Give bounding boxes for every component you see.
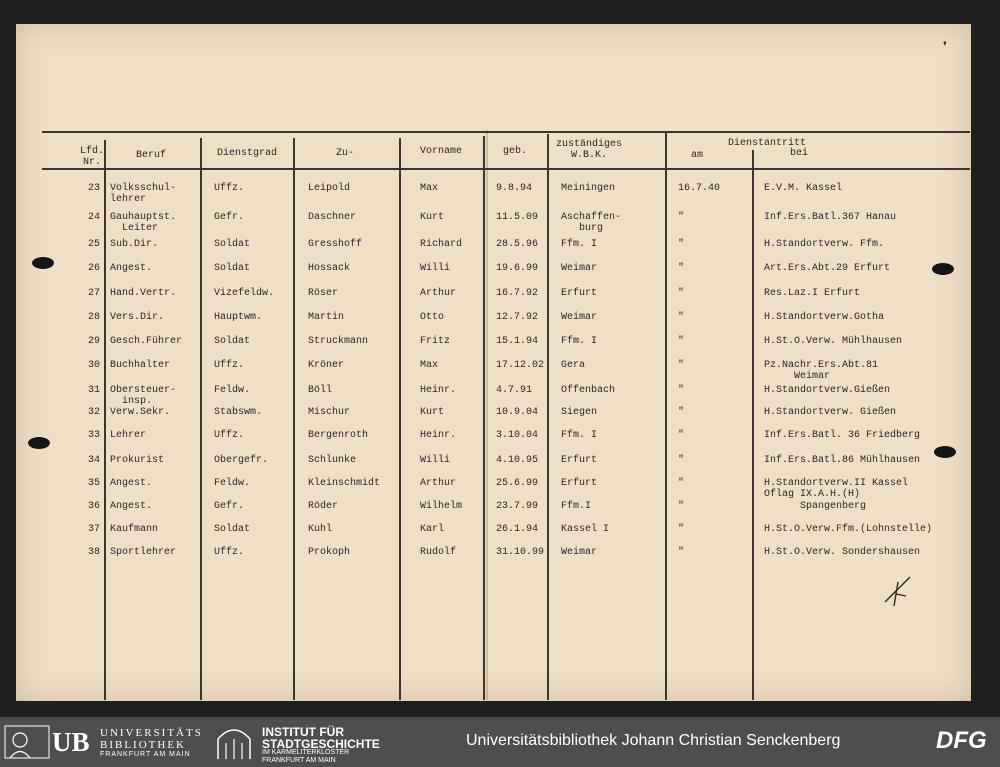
cell-am: " (678, 263, 685, 274)
cell-nr: 29 (87, 336, 100, 347)
header-wbk: zuständiges W.B.K. (555, 139, 622, 161)
cell-am: " (678, 288, 685, 299)
cell-name: Kröner (308, 360, 345, 371)
cell-beruf: Angest. (110, 478, 153, 489)
cell-name: Gresshoff (308, 239, 363, 250)
isg-line-3: IM KARMELITERKLOSTER (262, 749, 350, 756)
cell-geb: 9.8.94 (496, 183, 533, 194)
ub-logo-block (4, 725, 204, 761)
column-divider (293, 138, 295, 700)
cell-geb: 16.7.92 (496, 288, 539, 299)
cell-nr: 34 (87, 455, 100, 466)
cell-beruf: Angest. (110, 501, 153, 512)
cell-vorname: Heinr. (420, 430, 457, 441)
punch-hole (932, 263, 954, 275)
cell-bei: Res.Laz.I Erfurt (764, 288, 861, 299)
cell-am: " (678, 478, 685, 489)
cell-geb: 4.7.91 (496, 385, 533, 396)
cell-grad: Uffz. (214, 360, 245, 371)
cell-nr: 27 (87, 288, 100, 299)
cell-grad: Feldw. (214, 385, 251, 396)
cell-wbk: Ffm. I (561, 239, 598, 250)
header-am: am (690, 150, 703, 161)
cell-nr: 31 (87, 385, 100, 396)
cell-am: " (678, 239, 685, 250)
ub-portrait-icon (4, 725, 50, 759)
cell-name: Prokoph (308, 547, 351, 558)
cell-grad: Soldat (214, 263, 251, 274)
punch-hole (28, 437, 50, 449)
cell-vorname: Wilhelm (420, 501, 463, 512)
cell-beruf: Angest. (110, 263, 153, 274)
cell-nr: 33 (87, 430, 100, 441)
cell-grad: Feldw. (214, 478, 251, 489)
cell-bei: E.V.M. Kassel (764, 183, 843, 194)
cell-wbk: Ffm. I (561, 430, 598, 441)
cell-vorname: Otto (420, 312, 445, 323)
cell-am: " (678, 455, 685, 466)
cell-geb: 19.6.99 (496, 263, 539, 274)
cell-beruf: Sportlehrer (110, 547, 177, 558)
isg-line-4: FRANKFURT AM MAIN (262, 757, 336, 764)
cell-wbk: Kassel I (561, 524, 610, 535)
cell-wbk: Erfurt (561, 455, 598, 466)
punch-hole (934, 446, 956, 458)
cell-vorname: Richard (420, 239, 463, 250)
cell-grad: Uffz. (214, 547, 245, 558)
cell-name: Kuhl (308, 524, 333, 535)
cell-grad: Uffz. (214, 430, 245, 441)
ub-line-3: FRANKFURT AM MAIN (100, 751, 191, 758)
cell-wbk: Siegen (561, 407, 598, 418)
header-geb: geb. (502, 146, 527, 157)
cell-vorname: Max (420, 183, 439, 194)
cell-geb: 12.7.92 (496, 312, 539, 323)
cell-wbk: Meiningen (561, 183, 616, 194)
cell-wbk: Ffm.I (561, 501, 592, 512)
cell-grad: Uffz. (214, 183, 245, 194)
cell-name: Kleinschmidt (308, 478, 381, 489)
cell-bei: H.Standortverw.Gotha (764, 312, 885, 323)
cell-geb: 3.10.04 (496, 430, 539, 441)
cell-wbk: Offenbach (561, 385, 616, 396)
cell-bei: Inf.Ers.Batl.86 Mühlhausen (764, 455, 921, 466)
cell-bei: H.Standortverw.Gießen (764, 385, 891, 396)
cell-am: " (678, 547, 685, 558)
cell-vorname: Rudolf (420, 547, 457, 558)
ub-logo-letters: UB (52, 727, 90, 757)
column-divider (483, 136, 485, 700)
cell-vorname: Arthur (420, 288, 457, 299)
cell-name: Mischur (308, 407, 351, 418)
table-top-rule (42, 131, 970, 133)
cell-nr: 24 (87, 212, 100, 223)
cell-grad: Hauptwm. (214, 312, 263, 323)
cell-name: Hossack (308, 263, 351, 274)
cell-name: Martin (308, 312, 345, 323)
cell-bei: Inf.Ers.Batl.367 Hanau (764, 212, 897, 223)
cell-geb: 17.12.02 (496, 360, 545, 371)
column-divider (665, 132, 667, 700)
ub-line-1: UNIVERSITÄTS (100, 727, 203, 739)
cell-geb: 26.1.94 (496, 524, 539, 535)
header-bei: bei (789, 148, 808, 159)
cell-bei: Art.Ers.Abt.29 Erfurt (764, 263, 891, 274)
cell-bei: H.Standortverw. Ffm. (764, 239, 885, 250)
cell-name: Röder (308, 501, 339, 512)
cell-vorname: Max (420, 360, 439, 371)
cell-nr: 38 (87, 547, 100, 558)
cell-beruf: Sub.Dir. (110, 239, 159, 250)
cell-vorname: Fritz (420, 336, 451, 347)
cell-grad: Obergefr. (214, 455, 269, 466)
cell-beruf: Buchhalter (110, 360, 171, 371)
cell-beruf: Obersteuer- insp. (110, 385, 177, 407)
cell-am: " (678, 407, 685, 418)
cell-grad: Soldat (214, 524, 251, 535)
cell-vorname: Karl (420, 524, 445, 535)
cell-am: " (678, 430, 685, 441)
cell-geb: 15.1.94 (496, 336, 539, 347)
cell-grad: Gefr. (214, 501, 245, 512)
header-dienstantritt: Dienstantritt (727, 138, 806, 149)
isg-line-2: STADTGESCHICHTE (262, 737, 380, 751)
ub-line-2: BIBLIOTHEK (100, 739, 186, 751)
cell-grad: Stabswm. (214, 407, 263, 418)
cell-nr: 35 (87, 478, 100, 489)
cell-am: " (678, 212, 685, 223)
cell-bei: H.Standortverw.II Kassel Oflag IX.A.H.(H) (764, 478, 909, 500)
cell-bei: Inf.Ers.Batl. 36 Friedberg (764, 430, 921, 441)
cell-geb: 31.10.99 (496, 547, 545, 558)
cell-bei: H.St.O.Verw. Sondershausen (764, 547, 921, 558)
cell-am: " (678, 360, 685, 371)
cell-am: " (678, 385, 685, 396)
cell-geb: 11.5.09 (496, 212, 539, 223)
cell-name: Röser (308, 288, 339, 299)
header-bottom-rule (42, 168, 970, 170)
corner-ink-mark: ❜ (940, 40, 950, 58)
column-divider (547, 134, 549, 700)
cell-grad: Soldat (214, 239, 251, 250)
cell-wbk: Ffm. I (561, 336, 598, 347)
cell-vorname: Willi (420, 263, 451, 274)
cell-nr: 25 (87, 239, 100, 250)
cell-name: Leipold (308, 183, 351, 194)
cell-beruf: Prokurist (110, 455, 165, 466)
cell-name: Struckmann (308, 336, 369, 347)
footer-center-text: Universitätsbibliothek Johann Christian Senckenberg (466, 732, 841, 749)
cell-geb: 28.5.96 (496, 239, 539, 250)
cell-beruf: Hand.Vertr. (110, 288, 177, 299)
cell-grad: Soldat (214, 336, 251, 347)
handwritten-signature-mark (880, 572, 920, 612)
cell-wbk: Weimar (561, 547, 598, 558)
header-lfd: Lfd. Nr. (80, 146, 105, 168)
cell-geb: 4.10.95 (496, 455, 539, 466)
isg-arch-icon (214, 725, 254, 759)
cell-nr: 30 (87, 360, 100, 371)
cell-wbk: Erfurt (561, 478, 598, 489)
cell-beruf: Verw.Sekr. (110, 407, 171, 418)
cell-nr: 23 (87, 183, 100, 194)
footer-bar (0, 717, 1000, 767)
cell-vorname: Arthur (420, 478, 457, 489)
cell-beruf: Gesch.Führer (110, 336, 183, 347)
cell-wbk: Weimar (561, 312, 598, 323)
cell-wbk: Aschaffen- burg (561, 212, 622, 234)
cell-geb: 25.6.99 (496, 478, 539, 489)
cell-nr: 32 (87, 407, 100, 418)
cell-bei: Spangenberg (764, 501, 867, 512)
header-vorname: Vorname (419, 146, 462, 157)
cell-name: Böll (308, 385, 333, 396)
isg-logo-block (214, 725, 404, 764)
dfg-logo: DFG (936, 727, 987, 754)
cell-vorname: Heinr. (420, 385, 457, 396)
cell-beruf: Vers.Dir. (110, 312, 165, 323)
isg-line-1: INSTITUT FÜR (262, 725, 344, 739)
cell-am: " (678, 524, 685, 535)
cell-grad: Vizefeldw. (214, 288, 275, 299)
cell-am: " (678, 336, 685, 347)
cell-vorname: Kurt (420, 212, 445, 223)
cell-beruf: Gauhauptst. Leiter (110, 212, 177, 234)
header-dienstgrad: Dienstgrad (216, 148, 277, 159)
cell-bei: H.Standortverw. Gießen (764, 407, 897, 418)
cell-grad: Gefr. (214, 212, 245, 223)
cell-geb: 10.9.04 (496, 407, 539, 418)
header-zu: Zu- (335, 148, 354, 159)
cell-am: 16.7.40 (678, 183, 721, 194)
header-beruf: Beruf (135, 150, 166, 161)
punch-hole (32, 257, 54, 269)
cell-bei: H.St.O.Verw.Ffm.(Lohnstelle) (764, 524, 933, 535)
cell-am: " (678, 312, 685, 323)
cell-beruf: Kaufmann (110, 524, 159, 535)
cell-geb: 23.7.99 (496, 501, 539, 512)
column-divider (200, 138, 202, 700)
cell-bei: Pz.Nachr.Ers.Abt.81 Weimar (764, 360, 879, 382)
cell-nr: 37 (87, 524, 100, 535)
cell-name: Daschner (308, 212, 357, 223)
cell-name: Bergenroth (308, 430, 369, 441)
page-fold (486, 130, 488, 700)
cell-wbk: Gera (561, 360, 586, 371)
cell-bei: H.St.O.Verw. Mühlhausen (764, 336, 903, 347)
cell-vorname: Kurt (420, 407, 445, 418)
column-divider (399, 138, 401, 700)
cell-beruf: Lehrer (110, 430, 147, 441)
cell-wbk: Erfurt (561, 288, 598, 299)
cell-nr: 28 (87, 312, 100, 323)
cell-nr: 26 (87, 263, 100, 274)
cell-name: Schlunke (308, 455, 357, 466)
cell-nr: 36 (87, 501, 100, 512)
column-divider (752, 150, 754, 700)
column-divider (104, 140, 106, 700)
cell-beruf: Volksschul- lehrer (110, 183, 177, 205)
cell-vorname: Willi (420, 455, 451, 466)
cell-wbk: Weimar (561, 263, 598, 274)
cell-am: " (678, 501, 685, 512)
